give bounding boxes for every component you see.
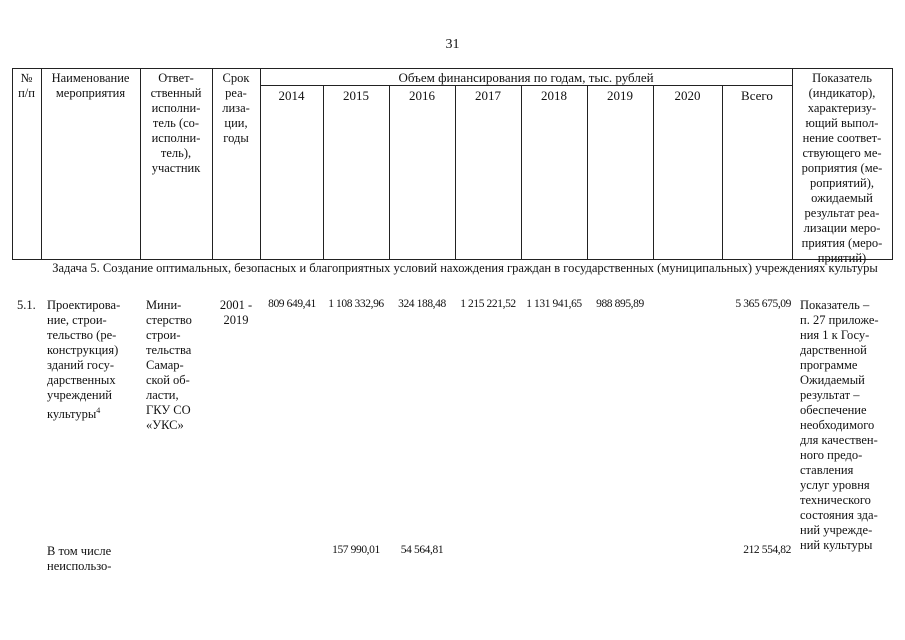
year-2014: 2014 [278,88,305,103]
subrow-value-total: 212 554,82 [743,544,791,556]
value-2016: 324 188,48 [398,298,446,310]
subrow-value-2016: 54 564,81 [400,544,444,556]
year-2020: 2020 [674,88,701,103]
value-2018: 1 131 941,65 [526,298,582,310]
year-2018: 2018 [541,88,567,103]
year-2017: 2017 [475,88,501,103]
subrow-value-2015: 157 990,01 [332,544,380,556]
value-total: 5 365 675,09 [735,298,791,310]
header-num: № п/п [18,71,35,100]
year-2019: 2019 [607,88,633,103]
header-indicator: Показатель (индикатор), характеризу- ющий выпол- нение соответ- ствующего ме- роприятия (ме- роприятий), ожидаемый результат реа- лизации меро- приятия (меро- приятий) [801,71,883,265]
year-total: Всего [741,88,773,103]
header-name: Наименование мероприятия [51,71,130,100]
header-financing: Объем финансирования по годам, тыс. рублей [398,70,654,85]
year-2015: 2015 [343,88,369,103]
value-2017: 1 215 221,52 [460,298,516,310]
task-heading: Задача 5. Создание оптимальных, безопасных и благоприятных условий нахождения граждан в государственных (муниципальных) учреждениях культуры [52,261,878,275]
header-responsible: Ответ- ственный исполни- тель (со- исполни- тель), участник [150,71,202,175]
row-name [47,298,142,422]
row-number: 5.1. [17,298,36,312]
row-name-text: Проектирова- ние, строи- тельство (ре- конструкция) зданий госу- дарственных учреждений культуры [47,298,121,422]
subrow-name: В том числе неиспользо- [47,544,112,573]
row-responsible: Мини- стерство строи- тельства Самар- ской об- ласти, ГКУ СО «УКС» [146,298,192,432]
row-indicator: Показатель – п. 27 приложе- ния 1 к Госу- дарственной программе Ожидаемый результат – обеспечение необходимого для качествен- ного предо- ставления услуг уровня технического состояния зда- ний учрежде- ний культуры [800,298,879,552]
header-term: Срок реа- лиза- ции, годы [222,71,250,145]
value-2014: 809 649,41 [268,298,316,310]
value-2015: 1 108 332,96 [328,298,384,310]
value-2019: 988 895,89 [596,298,644,310]
page-number: 31 [445,37,460,52]
row-name-footnote: 4 [96,406,101,415]
year-2016: 2016 [409,88,435,103]
row-term: 2001 - 2019 [219,298,253,327]
